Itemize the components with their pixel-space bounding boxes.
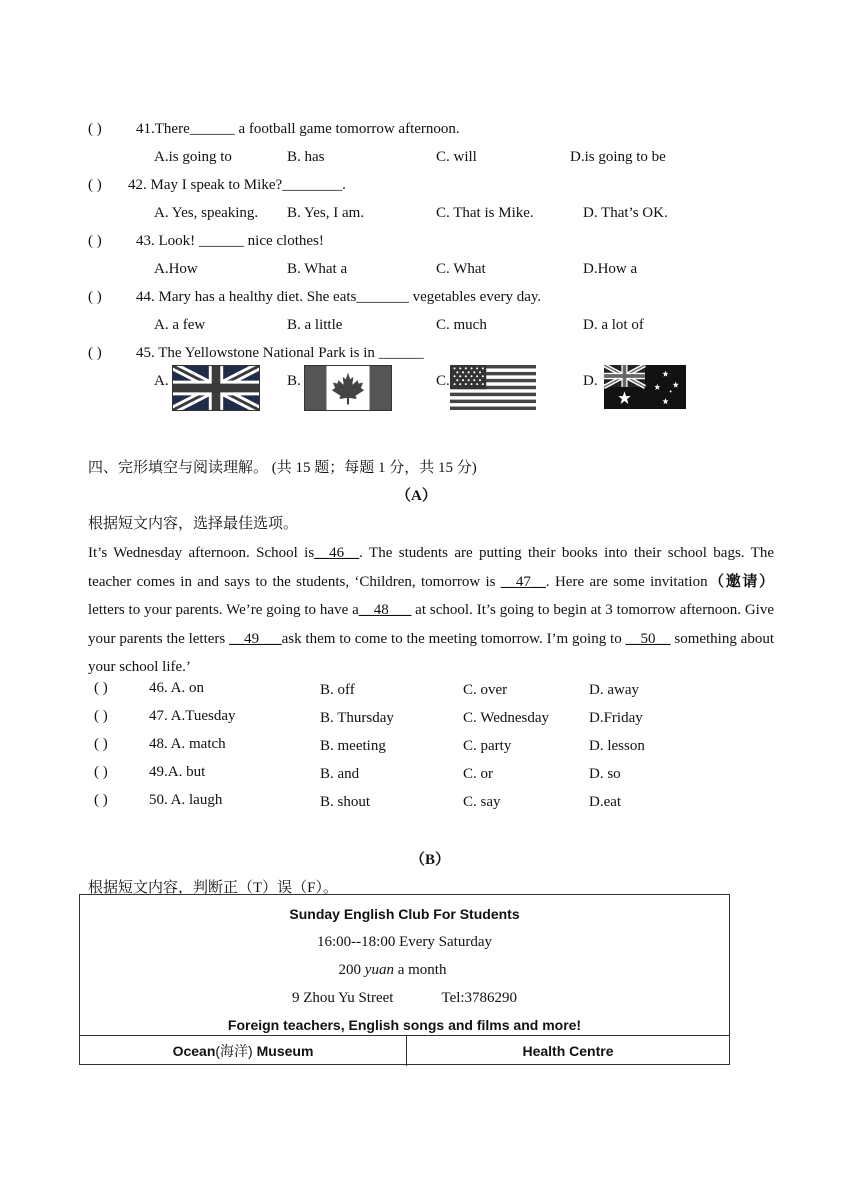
blank-48: __48___ [358, 602, 412, 618]
ad-address: 9 Zhou Yu Street [291, 990, 394, 1006]
option-d: D. [583, 373, 598, 389]
option-b: B. shout [320, 794, 371, 810]
option-d: D.How a [583, 261, 638, 277]
option-b: B. off [320, 682, 355, 698]
passage-text: It’s Wednesday afternoon. School is [88, 545, 315, 561]
answer-paren: ( ) [94, 708, 108, 724]
blank-46: __46__ [314, 545, 360, 561]
option-a: A. [154, 373, 169, 389]
question-stem: 44. Mary has a healthy diet. She eats_______ vegetables every day. [136, 289, 542, 305]
option-b: B. has [287, 149, 325, 165]
option-c: C. say [463, 794, 501, 810]
uk-flag-icon [172, 365, 260, 411]
cloze-passage [88, 539, 774, 682]
option-c: C. much [436, 317, 487, 333]
question-stem: 49.A. but [149, 764, 206, 780]
option-b: B. What a [287, 261, 348, 277]
cell-ocean-museum [80, 1036, 407, 1066]
option-c: C. or [463, 766, 493, 782]
cell-health-centre: Health Centre [522, 1043, 614, 1059]
answer-paren: ( ) [88, 233, 102, 249]
answer-paren: ( ) [88, 121, 102, 137]
passage-text: ask them to come to the meeting tomorrow. I’m going to [281, 630, 626, 647]
question-stem: 45. The Yellowstone National Park is in ______ [136, 345, 424, 361]
part-a-instruction: 根据短文内容，选择最佳选项。 [88, 516, 299, 532]
option-b: B. [287, 373, 301, 389]
option-d: D.eat [589, 794, 622, 810]
option-c: C. What [436, 261, 486, 277]
option-d: D.is going to be [570, 149, 666, 165]
passage-text: something about your school life.’ [88, 630, 775, 675]
question-stem: 42. May I speak to Mike?________. [128, 177, 346, 193]
ad-contact [80, 990, 729, 1007]
question-stem: 48. A. match [149, 736, 226, 752]
option-c: C. over [463, 682, 508, 698]
australia-flag-icon [604, 365, 686, 409]
part-b-instruction: 根据短文内容，判断正（T）误（F）。 [88, 880, 339, 896]
option-d: D. That’s OK. [583, 205, 668, 221]
option-a: A. a few [154, 317, 206, 333]
option-c: C. That is Mike. [436, 205, 534, 221]
option-c: C. will [436, 149, 477, 165]
option-d: D. a lot of [583, 317, 644, 333]
cell-museum-word: Museum [252, 1043, 314, 1059]
option-c: C. Wednesday [463, 710, 550, 726]
blank-49: __49___ [229, 630, 282, 647]
question-stem: 50. A. laugh [149, 792, 223, 808]
option-d: D. so [589, 766, 621, 782]
ad-price-unit: yuan [364, 962, 394, 978]
cell-ocean-word: Ocean [172, 1043, 216, 1059]
answer-paren: ( ) [88, 289, 102, 305]
option-d: D. lesson [589, 738, 645, 754]
question-stem: 41.There______ a football game tomorrow afternoon. [136, 121, 460, 137]
gloss-invitation: （邀请） [707, 573, 774, 590]
answer-paren: ( ) [94, 792, 108, 808]
ad-price-amount: 200 [338, 962, 365, 978]
ad-tel: Tel:3786290 [441, 990, 518, 1006]
question-stem: 47. A.Tuesday [149, 708, 236, 724]
option-b: B. meeting [320, 738, 386, 754]
option-a: A.is going to [154, 149, 232, 165]
option-b: B. and [320, 766, 360, 782]
option-b: B. a little [287, 317, 343, 333]
option-a: A.How [154, 261, 198, 277]
passage-text: . The students are putting their books into their school bags. The teacher comes in and says to the students, ‘Children, tomorrow is [88, 545, 774, 590]
question-stem: 46. A. on [149, 680, 205, 696]
question-stem: 43. Look! ______ nice clothes! [136, 233, 324, 249]
answer-paren: ( ) [88, 345, 102, 361]
option-c: C. [436, 373, 450, 389]
answer-paren: ( ) [94, 764, 108, 780]
option-c: C. party [463, 738, 512, 754]
usa-flag-icon [450, 365, 536, 410]
club-ad-table [79, 894, 730, 1065]
ad-title: Sunday English Club For Students [289, 906, 520, 922]
part-a-label: （A） [396, 488, 437, 504]
section-heading: 四、完形填空与阅读理解。 (共 15 题；每题 1 分，共 15 分) [88, 460, 477, 476]
answer-paren: ( ) [94, 736, 108, 752]
part-b-label: （B） [410, 852, 451, 868]
blank-47: __47__ [500, 573, 546, 590]
option-b: B. Yes, I am. [287, 205, 365, 221]
ad-time: 16:00--18:00 Every Saturday [317, 934, 492, 950]
passage-text: . Here are some invitation [545, 573, 708, 590]
option-d: D. away [589, 682, 639, 698]
passage-text: letters to your parents. We’re going to have a [88, 602, 359, 618]
ad-price-period: a month [393, 962, 447, 978]
ad-price [80, 962, 729, 979]
option-d: D.Friday [589, 710, 643, 726]
ad-slogan: Foreign teachers, English songs and films and more! [227, 1017, 582, 1033]
blank-50: __50__ [625, 630, 671, 647]
cell-ocean-gloss: (海洋) [215, 1043, 253, 1059]
canada-flag-icon [304, 365, 392, 411]
passage-text: at school. It’s going to begin at 3 tomorrow afternoon. Give your parents the letters [88, 602, 774, 647]
answer-paren: ( ) [94, 680, 108, 696]
option-a: A. Yes, speaking. [154, 205, 259, 221]
ad-bottom-row [80, 1035, 729, 1066]
answer-paren: ( ) [88, 177, 102, 193]
option-b: B. Thursday [320, 710, 394, 726]
